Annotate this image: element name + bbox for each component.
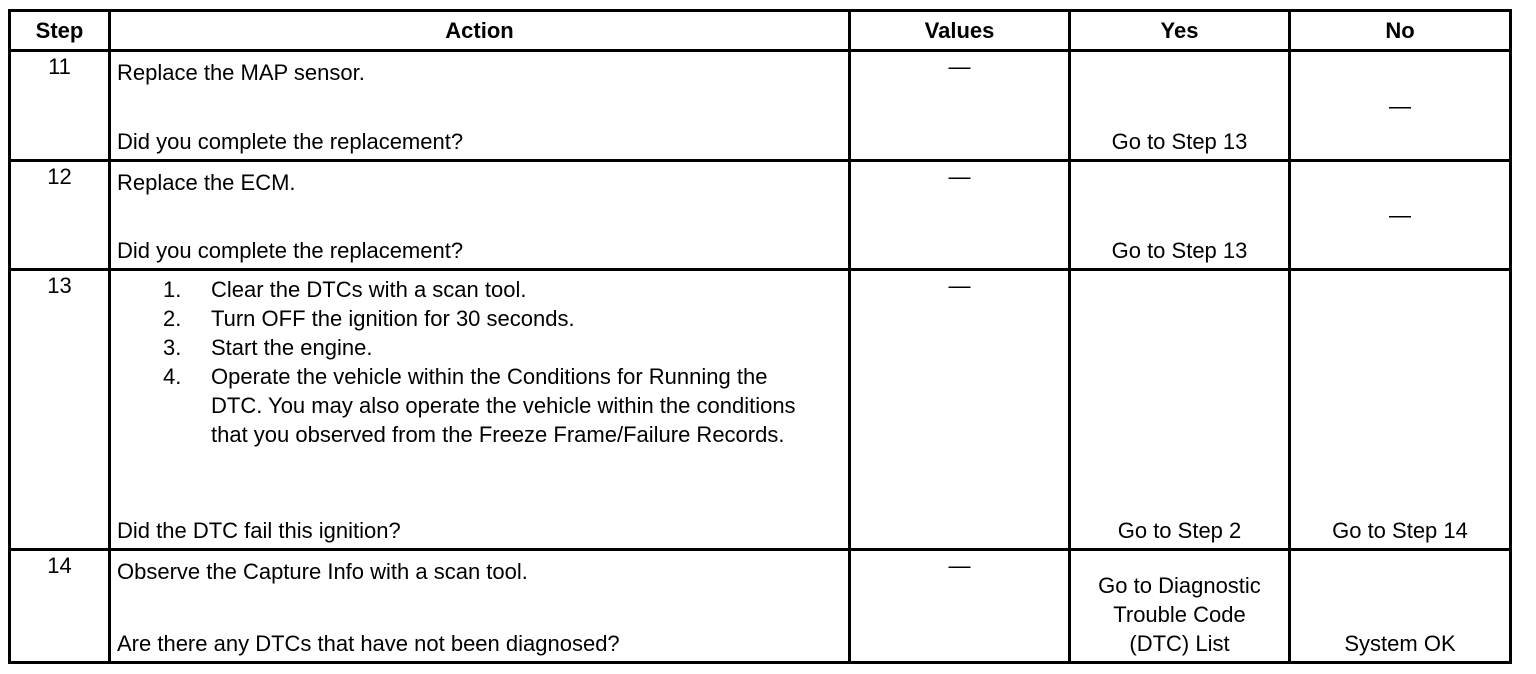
- list-item-text: Operate the vehicle within the Conditions for Running the DTC. You may also operate the vehicle within the conditions that you observed from the Freeze Frame/Failure Records.: [211, 364, 796, 447]
- header-row: [10, 11, 1511, 51]
- action-question: Are there any DTCs that have not been diagnosed?: [117, 631, 620, 656]
- values-cell: [850, 51, 1070, 161]
- no-cell: [1290, 51, 1511, 161]
- action-cell: [110, 270, 850, 550]
- no-text: System OK: [1344, 631, 1456, 656]
- table-row-step-12: [10, 161, 1511, 270]
- values-cell: [850, 270, 1070, 550]
- step-number: 14: [10, 550, 110, 663]
- action-instruction: Replace the ECM.: [117, 170, 296, 195]
- no-cell: [1290, 270, 1511, 550]
- list-item: [163, 275, 811, 304]
- action-question: Did the DTC fail this ignition?: [117, 518, 401, 543]
- yes-text-line: (DTC) List: [1129, 631, 1230, 656]
- yes-text: Go to Step 13: [1111, 129, 1248, 154]
- list-item-number: 2.: [163, 306, 182, 331]
- header-values: Values: [850, 11, 1070, 51]
- no-cell: [1290, 161, 1511, 270]
- yes-cell: [1070, 51, 1290, 161]
- step-number: 12: [10, 161, 110, 270]
- list-item: [163, 362, 811, 449]
- table-row-step-14: [10, 550, 1511, 663]
- list-item-number: 4.: [163, 364, 182, 389]
- procedure-list: [163, 275, 811, 449]
- list-item: [163, 333, 811, 362]
- table-row-step-13: [10, 270, 1511, 550]
- no-text: Go to Step 14: [1332, 518, 1468, 543]
- list-item-text: Turn OFF the ignition for 30 seconds.: [211, 306, 575, 331]
- action-cell: [110, 161, 850, 270]
- values-cell: [850, 550, 1070, 663]
- header-action: Action: [110, 11, 850, 51]
- yes-text: Go to Step 2: [1117, 518, 1242, 543]
- list-item-number: 3.: [163, 335, 182, 360]
- no-text: —: [1389, 93, 1411, 118]
- yes-cell: [1070, 161, 1290, 270]
- table-row-step-11: [10, 51, 1511, 161]
- list-item: [163, 304, 811, 333]
- header-yes: Yes: [1070, 11, 1290, 51]
- yes-cell: [1070, 550, 1290, 663]
- action-cell: [110, 51, 850, 161]
- yes-cell: [1070, 270, 1290, 550]
- no-text: —: [1389, 202, 1411, 228]
- list-item-text: Clear the DTCs with a scan tool.: [211, 277, 527, 302]
- list-item-number: 1.: [163, 277, 182, 302]
- values-text: —: [948, 54, 971, 79]
- values-text: —: [948, 553, 971, 578]
- list-item-text: Start the engine.: [211, 335, 373, 360]
- action-instruction: Replace the MAP sensor.: [117, 60, 365, 85]
- values-text: —: [948, 164, 971, 189]
- yes-text-line: Go to Diagnostic: [1098, 573, 1261, 598]
- action-question: Did you complete the replacement?: [117, 238, 464, 263]
- action-cell: [110, 550, 850, 663]
- yes-text-block: [1071, 571, 1288, 658]
- header-step: Step: [10, 11, 110, 51]
- yes-text-line: Trouble Code: [1113, 602, 1246, 627]
- action-question: Did you complete the replacement?: [117, 129, 464, 154]
- values-cell: [850, 161, 1070, 270]
- header-no: No: [1290, 11, 1511, 51]
- step-number: 13: [10, 270, 110, 550]
- no-cell: [1290, 550, 1511, 663]
- step-number: 11: [10, 51, 110, 161]
- yes-text: Go to Step 13: [1111, 238, 1248, 263]
- action-instruction: Observe the Capture Info with a scan tool.: [117, 559, 528, 584]
- values-text: —: [948, 273, 971, 298]
- diagnostic-steps-table: [8, 9, 1512, 664]
